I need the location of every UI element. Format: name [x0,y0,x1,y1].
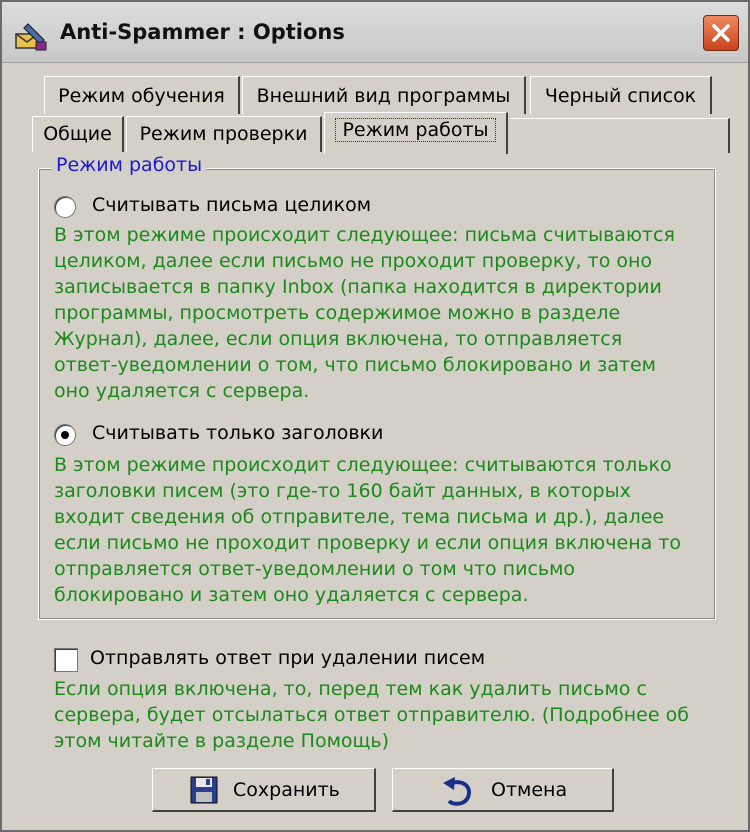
cancel-button[interactable] [392,768,614,812]
option1-description [54,222,714,404]
desc-line: отправляется ответ-уведомлении о том что письмо [54,558,576,580]
radio-button[interactable] [54,196,76,218]
desc-line: ответ-уведомлении о том, что письмо блокировано и затем [54,354,657,376]
tab-general[interactable] [32,116,124,152]
reply-on-delete-label[interactable]: Отправлять ответ при удалении писем [90,647,486,669]
desc-line: целиком, далее если письмо не проходит проверку, то оно [54,250,653,272]
tab-appearance[interactable] [242,76,526,114]
desc-line: этом читайте в разделе Помощь) [54,730,390,752]
app-icon [14,22,48,52]
close-button[interactable] [703,15,739,51]
undo-arrow-icon [441,775,475,807]
close-icon [711,23,731,43]
tab-label: Режим работы [335,118,495,142]
tab-check-mode[interactable] [126,116,322,152]
desc-line: Журнал), далее, если опция включена, то отправляется [54,328,623,350]
reply-on-delete-checkbox[interactable] [54,648,78,672]
desc-line: программы, просмотреть содержимое можно в разделе [54,302,621,324]
cancel-button-label: Отмена [491,779,568,801]
save-button-label: Сохранить [233,779,340,801]
desc-line: блокировано и затем оно удаляется с сервера. [54,584,529,606]
radio-button[interactable] [54,424,76,446]
tab-label: Общие [43,123,112,145]
tab-blacklist[interactable] [530,76,712,114]
reply-option-description [54,676,734,754]
tab-label: Внешний вид программы [256,85,511,107]
desc-line: входит сведения об отправителе, тема письма и др.), далее [54,506,665,528]
desc-line: если письмо не проходит проверку и если опция включена то [54,532,681,554]
tab-learning-mode[interactable] [44,76,240,114]
desc-line: Если опция включена, то, перед тем как удалить письмо с [54,678,647,700]
desc-line: сервера, будет отсылаться ответ отправителю. (Подробнее об [54,704,689,726]
desc-line: оно удаляется с сервера. [54,380,310,402]
tab-label: Режим обучения [58,85,225,107]
group-title: Режим работы [52,154,206,176]
radio-label: Считывать письма целиком [92,194,372,216]
desc-line: заголовки писем (это где-то 160 байт данных, в которых [54,480,631,502]
save-button[interactable] [152,768,376,812]
desc-line: В этом режиме происходит следующее: письма считываются [54,224,675,246]
desc-line: В этом режиме происходит следующее: считываются только [54,454,672,476]
title-bar[interactable] [2,2,748,63]
window-title: Anti-Spammer : Options [60,20,345,44]
option2-description [54,452,714,608]
desc-line: записывается в папку Inbox (папка находится в директории [54,276,662,298]
tab-work-mode[interactable] [324,112,508,154]
tab-strip-filler [510,118,730,153]
radio-label: Считывать только заголовки [92,422,384,444]
radio-selected-dot [61,431,69,439]
tab-label: Черный список [544,85,697,107]
floppy-disk-icon [189,775,219,805]
tab-label: Режим проверки [139,123,308,145]
